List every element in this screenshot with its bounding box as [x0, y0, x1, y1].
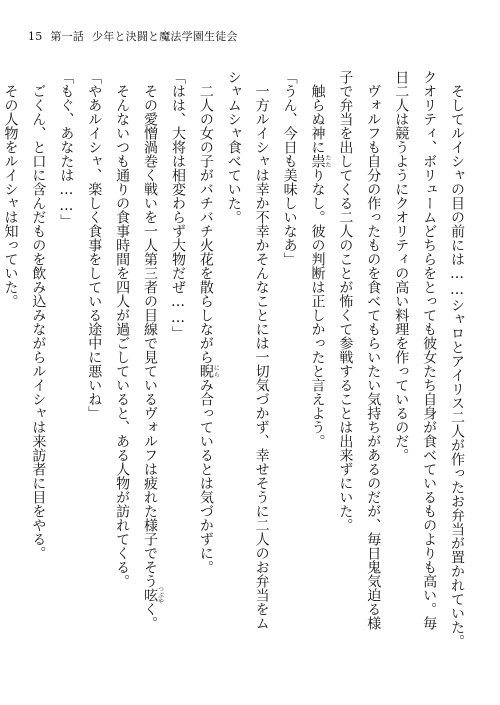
text-line: 触らぬ神に祟たたりなし。彼の判断は正しかったと言えよう。 [309, 70, 331, 448]
text-line: 「やあルイシャ、楽しく食事をしている途中に悪いね」 [86, 70, 103, 420]
chapter-label: 第一話 [50, 30, 85, 43]
text-line: 「もぐ、あなたは……」 [58, 70, 75, 228]
text-line: そんないつも通りの食事時間を四人が過ごしていると、ある人物が訪れてくる。 [114, 70, 131, 588]
chapter-title: 少年と決闘と魔法学園生徒会 [92, 30, 238, 43]
body-text [0, 70, 470, 678]
furigana: 睨にら [197, 364, 220, 378]
text-line: その人物をルイシャは知っていた。 [2, 70, 19, 308]
text-line: 「はは、大将は相変わらず大物だぜ……」 [169, 70, 186, 340]
running-head [28, 28, 238, 44]
text-line: 二人の女の子がバチバチ火花を散らしながら睨にらみ合っているとは気づかずに。 [197, 70, 220, 574]
text-line: そしてルイシャの目の前には……シャロとアイリス二人が作ったお弁当が置かれていた。 [449, 70, 465, 648]
text-line: クオリティ、ボリュームどちらをとっても彼女たち自身が食べているものよりも高い。毎 [421, 70, 438, 630]
text-line: ごくん、と口に含んだものを飲み込みながらルイシャは来訪者に目をやる。 [30, 70, 47, 560]
text-line: 子で弁当を出してくる二人のことが怖くて参戦することは出来ずにいた。 [337, 70, 354, 532]
text-line: 日二人は競うようにクオリティの高い料理を作っているのだ。 [393, 70, 410, 462]
text-line: シャムシャ食べていた。 [225, 70, 242, 224]
text-line: その愛憎渦巻く戦いを一人第三者の目線で見ているヴォルフは疲れた様子でそう呟つぶやく。 [142, 70, 164, 630]
text-line: 「うん、今日も美味しいなあ」 [281, 70, 298, 266]
page-number: 15 [28, 30, 43, 43]
text-line: 一方ルイシャは幸か不幸かそんなことには一切気づかず、幸せそうに二人のお弁当をム [253, 70, 270, 630]
text-line: ヴォルフも自分の作ったものを食べてもらいたい気持ちがあるのだが、毎日鬼気迫る様 [365, 70, 382, 630]
furigana: 呟つぶや [142, 586, 164, 604]
furigana: 祟たた [309, 154, 331, 168]
